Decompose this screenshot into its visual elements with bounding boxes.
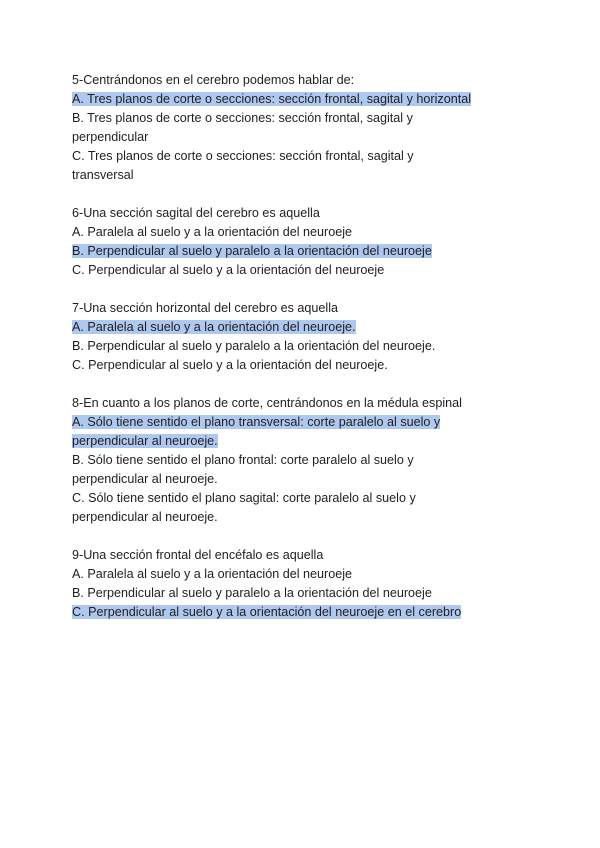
question-stem: 9-Una sección frontal del encéfalo es aquella xyxy=(72,548,324,562)
answer-text: A. Paralela al suelo y a la orientación del neuroeje xyxy=(72,225,353,239)
answer-option-b xyxy=(72,109,542,147)
highlighted-answer-text: C. Perpendicular al suelo y a la orientación del neuroeje en el cerebro xyxy=(72,605,462,619)
answer-option-c xyxy=(72,261,542,280)
answer-option-c xyxy=(72,147,542,185)
question-stem: 8-En cuanto a los planos de corte, centrándonos en la médula espinal xyxy=(72,396,462,410)
answer-option-a xyxy=(72,565,542,584)
question-stem: 5-Centrándonos en el cerebro podemos hablar de: xyxy=(72,73,355,87)
question-7 xyxy=(72,299,542,375)
answer-text: C. Perpendicular al suelo y a la orientación del neuroeje xyxy=(72,263,385,277)
highlighted-answer-text: A. Paralela al suelo y a la orientación del neuroeje. xyxy=(72,320,356,334)
answer-text: A. Paralela al suelo y a la orientación del neuroeje xyxy=(72,567,353,581)
answer-option-c xyxy=(72,356,542,375)
highlighted-answer-text: B. Perpendicular al suelo y paralelo a la orientación del neuroeje xyxy=(72,244,432,258)
answer-text: C. Perpendicular al suelo y a la orientación del neuroeje. xyxy=(72,358,388,372)
answer-option-a xyxy=(72,90,542,109)
answer-text: B. Perpendicular al suelo y paralelo a la orientación del neuroeje. xyxy=(72,339,436,353)
answer-option-a xyxy=(72,223,542,242)
answer-option-c xyxy=(72,603,542,622)
question-stem: 6-Una sección sagital del cerebro es aquella xyxy=(72,206,320,220)
answer-text-continued: perpendicular al neuroeje. xyxy=(72,472,218,486)
answer-option-a xyxy=(72,318,542,337)
answer-option-b xyxy=(72,584,542,603)
answer-text-continued: perpendicular xyxy=(72,130,149,144)
answer-text-continued: transversal xyxy=(72,168,134,182)
highlighted-answer-text-continued: perpendicular al neuroeje. xyxy=(72,434,218,448)
question-9 xyxy=(72,546,542,622)
highlighted-answer-text: A. Sólo tiene sentido el plano transversal: corte paralelo al suelo y xyxy=(72,415,441,429)
answer-text: C. Sólo tiene sentido el plano sagital: corte paralelo al suelo y xyxy=(72,491,416,505)
answer-option-a xyxy=(72,413,542,451)
answer-text: B. Tres planos de corte o secciones: sección frontal, sagital y xyxy=(72,111,413,125)
answer-option-c xyxy=(72,489,542,527)
answer-text: B. Perpendicular al suelo y paralelo a la orientación del neuroeje xyxy=(72,586,432,600)
highlighted-answer-text: A. Tres planos de corte o secciones: sección frontal, sagital y horizontal xyxy=(72,92,472,106)
answer-option-b xyxy=(72,242,542,261)
answer-text-continued: perpendicular al neuroeje. xyxy=(72,510,218,524)
question-6 xyxy=(72,204,542,280)
answer-option-b xyxy=(72,451,542,489)
question-5 xyxy=(72,71,542,185)
answer-text: B. Sólo tiene sentido el plano frontal: corte paralelo al suelo y xyxy=(72,453,414,467)
document-page xyxy=(72,71,542,641)
answer-text: C. Tres planos de corte o secciones: sección frontal, sagital y xyxy=(72,149,414,163)
question-stem: 7-Una sección horizontal del cerebro es aquella xyxy=(72,301,339,315)
question-8 xyxy=(72,394,542,527)
answer-option-b xyxy=(72,337,542,356)
